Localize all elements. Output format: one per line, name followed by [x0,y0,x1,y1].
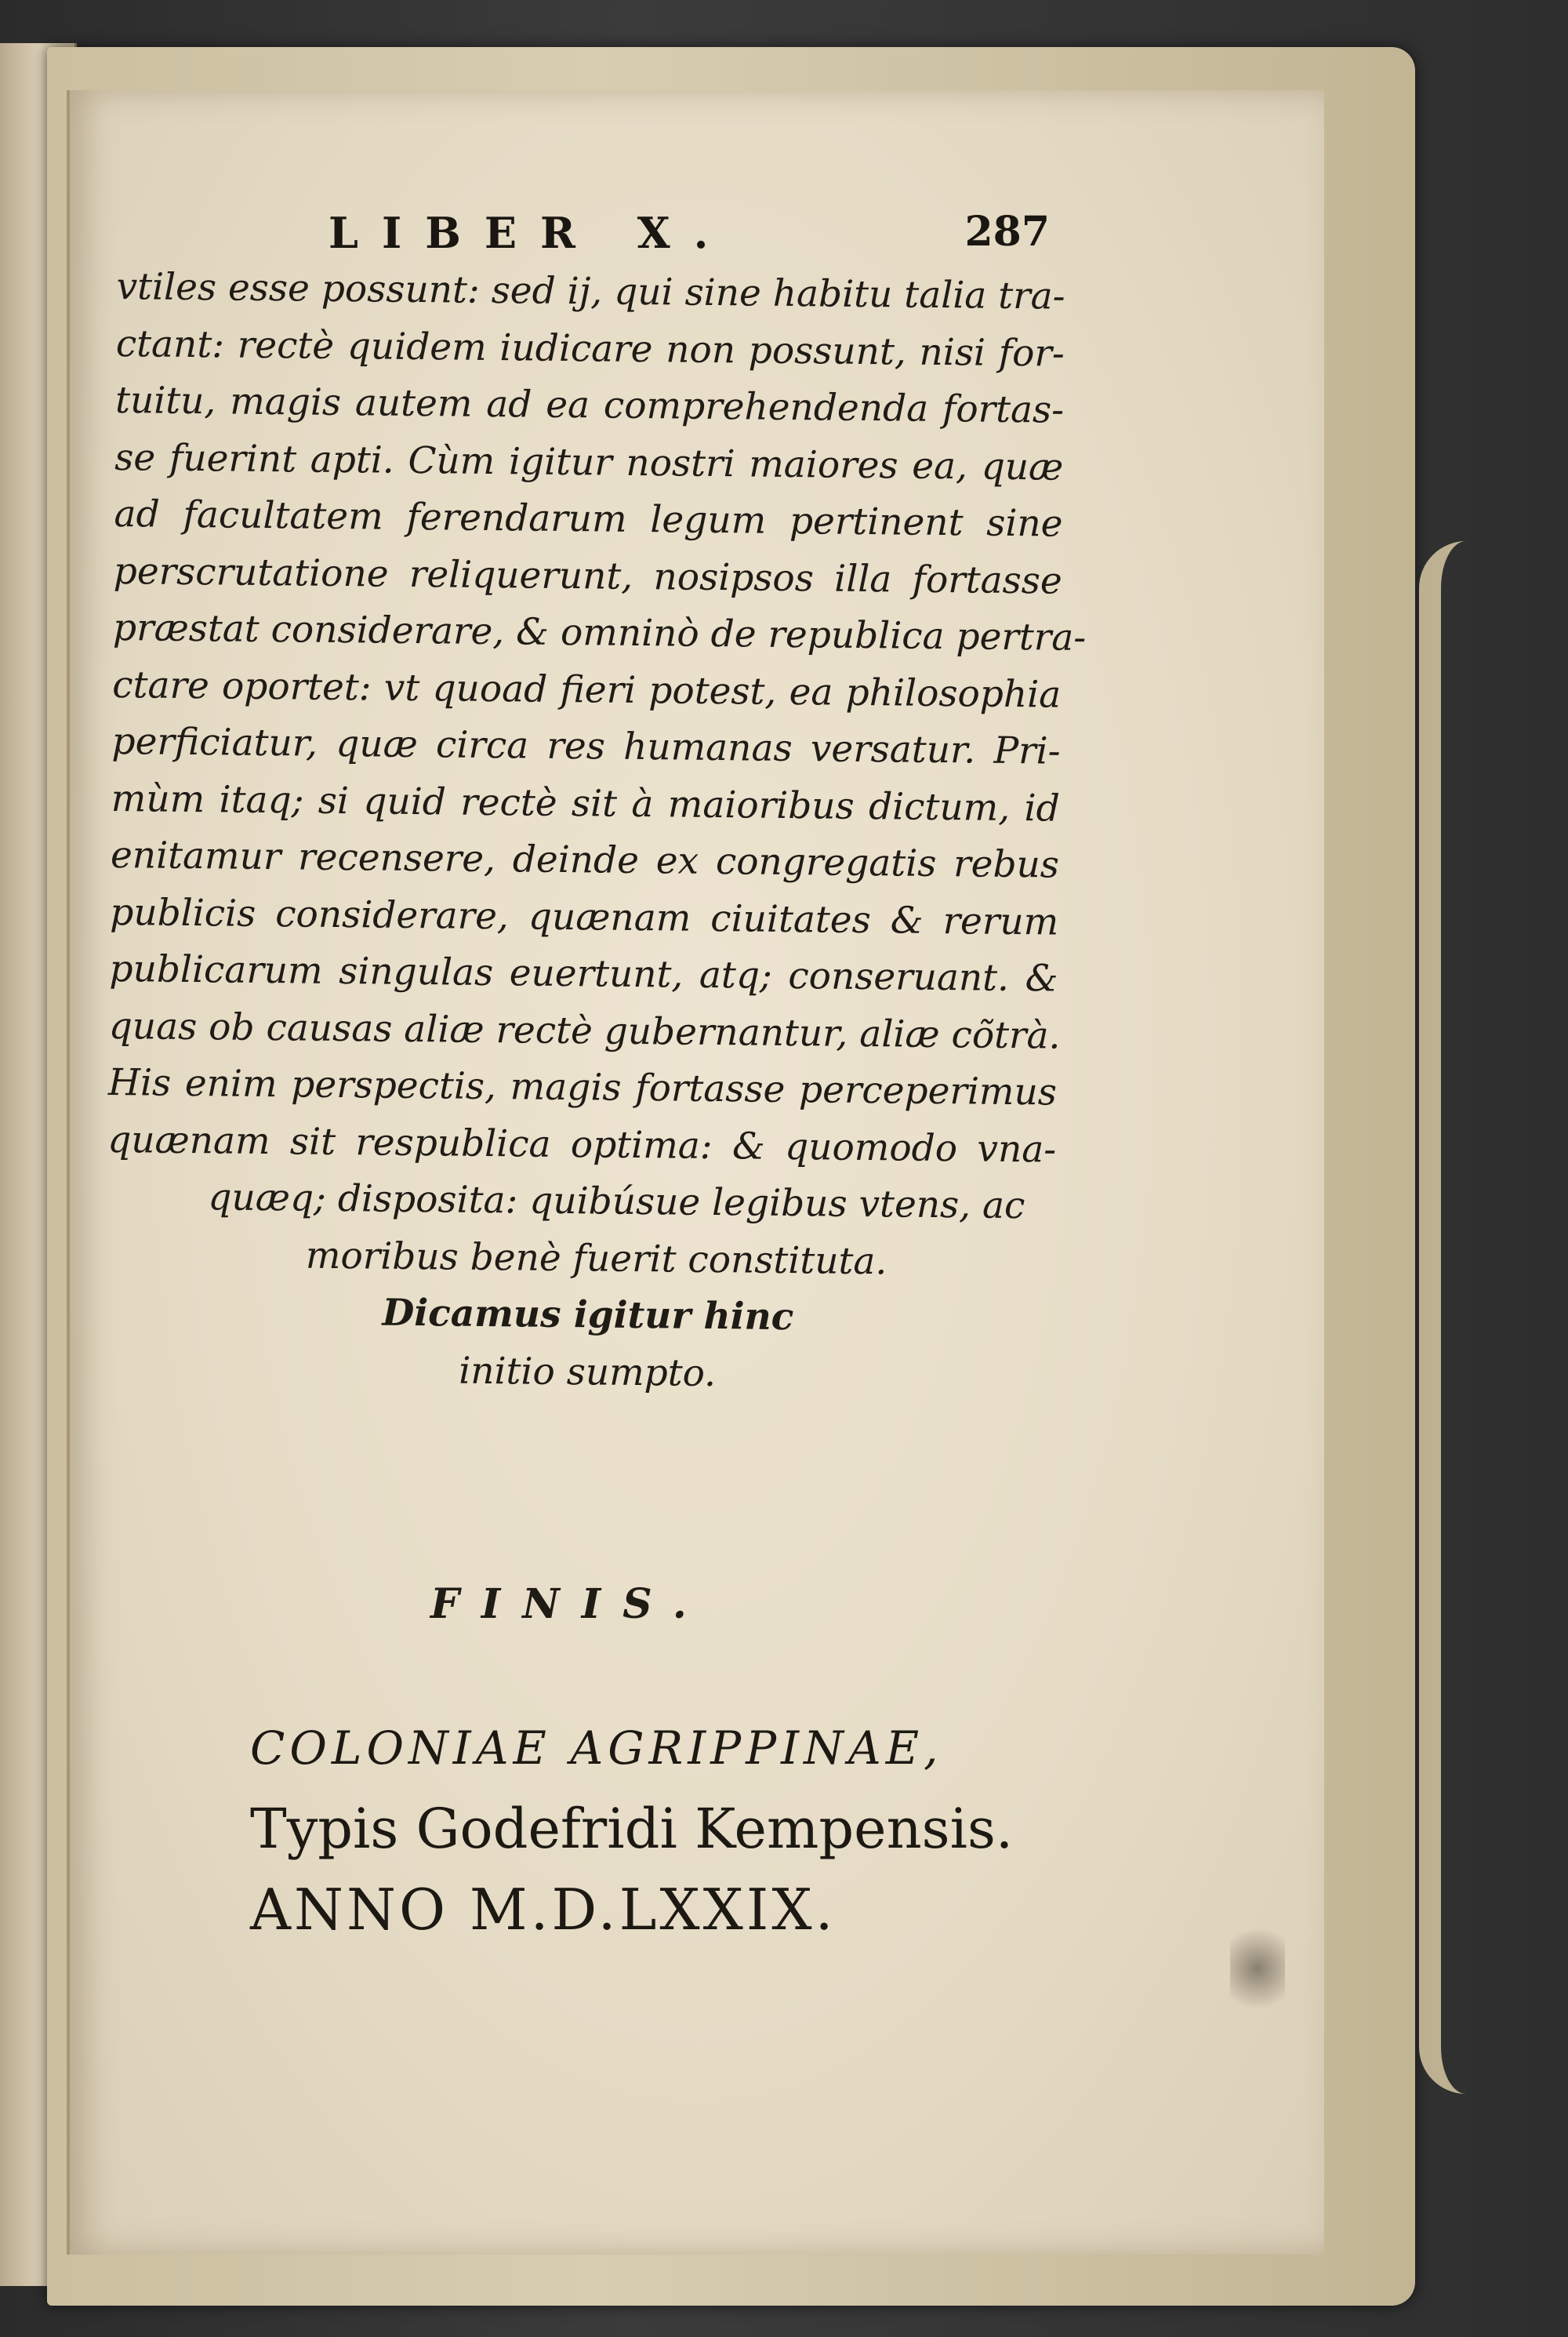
main-text [105,259,1087,1406]
text-line: quænam sit respublica optima: & quomodo vna- [107,1118,1057,1172]
text-line: quas ob causas aliæ rectè gubernantur, aliæ cõtrà. [108,1004,1061,1058]
page-number: 287 [964,208,1050,256]
running-title: LIBER X. [328,208,732,258]
text-line: moribus benè fuerit constituta. [305,1234,887,1283]
paper-stain [1230,1917,1285,2019]
text-line: publicarum singulas euertunt, atq; conseruant. & [109,947,1058,1001]
text-line: Dicamus igitur hinc [382,1291,794,1339]
text-line: præstat considerare, & omninò de republica pertra- [112,605,1087,660]
imprint [250,1721,1014,1943]
cover-tie [1419,541,1535,2094]
page-header [328,208,1050,271]
text-line: vtiles esse possunt: sed ij, qui sine habitu talia tra- [116,264,1065,318]
imprint-place: COLONIAE AGRIPPINAE, [250,1721,943,1775]
text-line: enitamur recensere, deinde ex congregatis rebus [110,833,1060,887]
text-line: quæq; disposita: quibúsue legibus vtens, ac [208,1176,1025,1228]
book-page [67,90,1324,2255]
text-line: His enim perspectis, magis fortasse perceperimus [107,1060,1058,1114]
text-line: ad facultatem ferendarum legum pertinent sine [114,492,1063,546]
text-line: ctant: rectè quidem iudicare non possunt, nisi for- [115,322,1065,376]
text-line: mùm itaq; si quid rectè sit à maioribus dictum, id [111,776,1061,830]
finis-mark: FINIS. [430,1580,709,1628]
text-line: perficiatur, quæ circa res humanas versatur. Pri- [111,719,1061,773]
text-line: ctare oportet: vt quoad fieri potest, ea philosophia [112,663,1062,717]
imprint-year: ANNO M.D.LXXIX. [250,1877,837,1943]
text-line: initio sumpto. [458,1349,717,1395]
text-line: tuitu, magis autem ad ea comprehendenda fortas- [114,378,1065,432]
text-line: se fuerint apti. Cùm igitur nostri maiores ea, quæ [114,435,1064,489]
imprint-printer: Typis Godefridi Kempensis. [250,1797,1014,1861]
text-line: publicis considerare, quænam ciuitates & rerum [109,890,1059,944]
text-line: perscrutatione reliquerunt, nosipsos illa fortasse [113,549,1063,603]
